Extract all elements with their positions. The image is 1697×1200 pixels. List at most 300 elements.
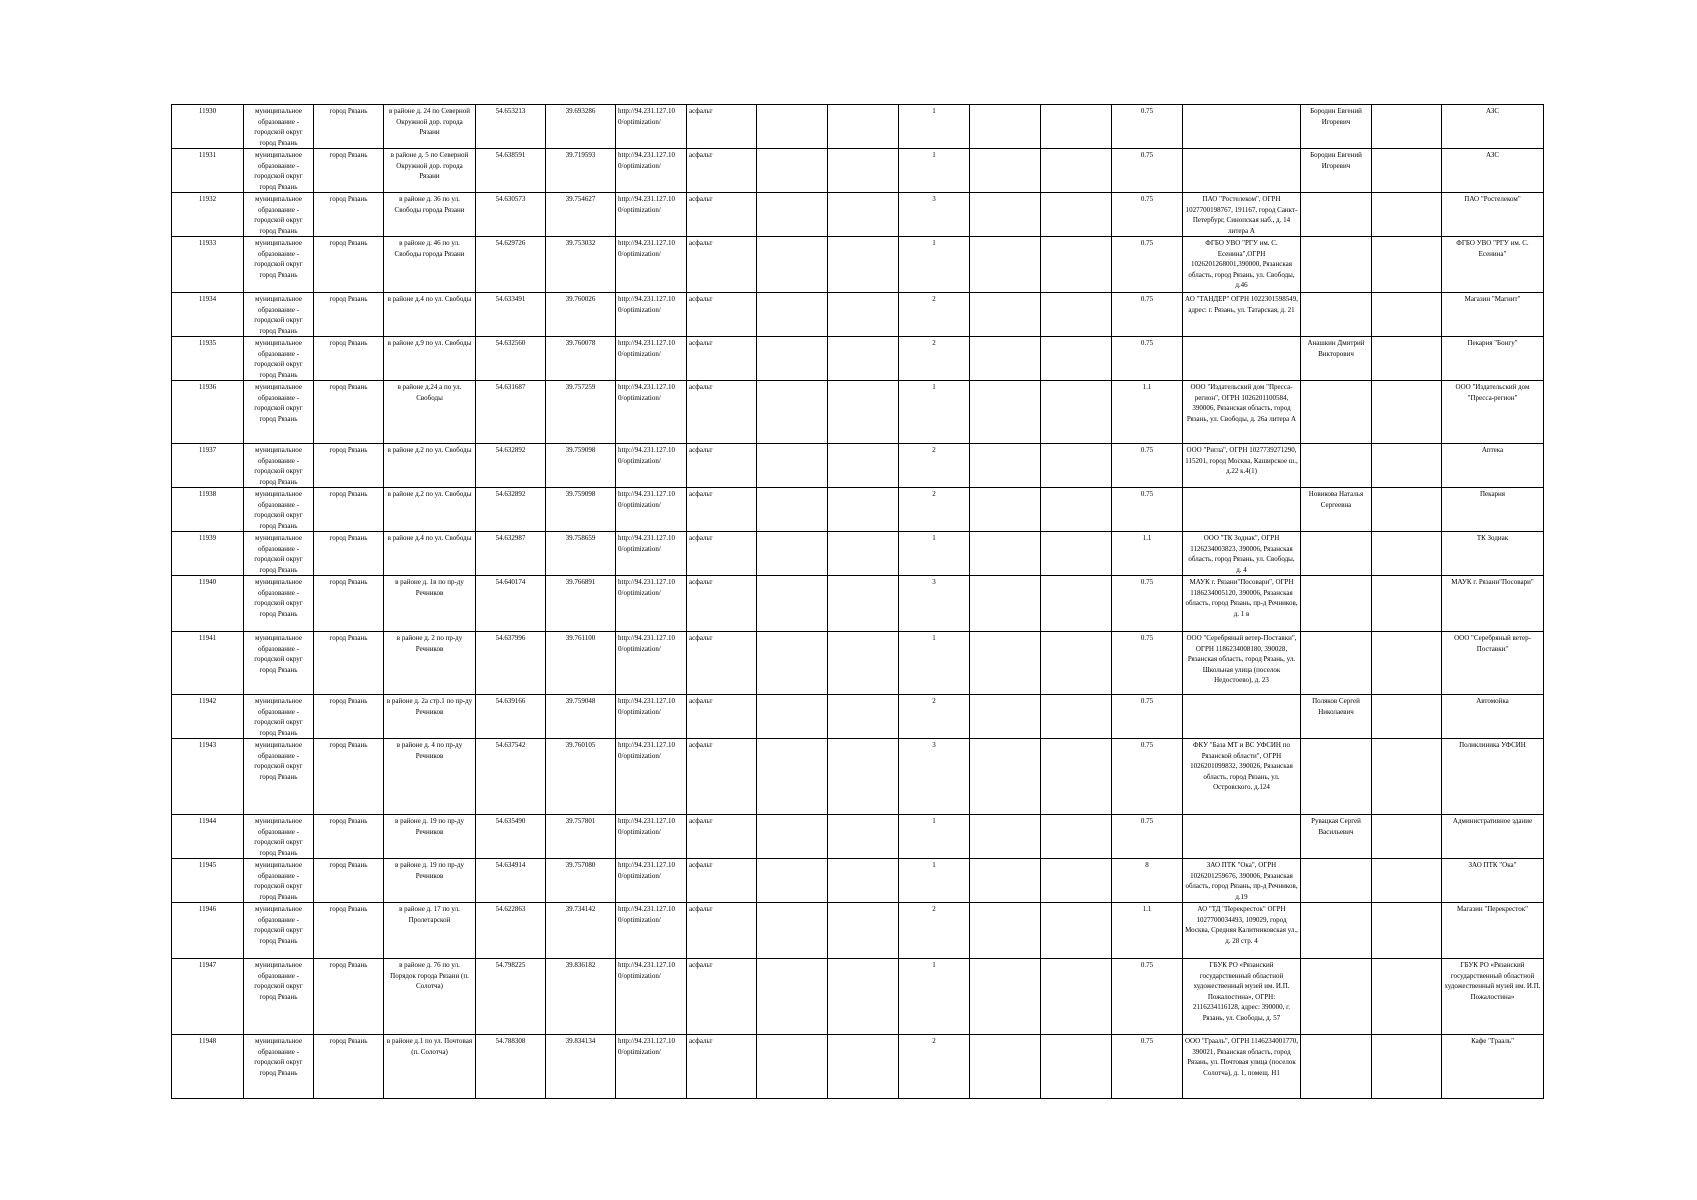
cell-city: город Рязань — [314, 815, 384, 859]
cell-city: город Рязань — [314, 237, 384, 293]
cell-latitude: 54.622863 — [476, 903, 546, 959]
cell-empty — [828, 859, 899, 903]
cell-address: в районе д. 76 по ул. Порядок города Рязани (п. Солотча) — [384, 959, 476, 1035]
cell-empty — [970, 1035, 1041, 1099]
cell-latitude: 54.633491 — [476, 293, 546, 337]
cell-city: город Рязань — [314, 193, 384, 237]
cell-empty — [1041, 532, 1112, 576]
cell-url: http://94.231.127.10 0/optimization/ — [616, 903, 687, 959]
cell-empty — [1041, 193, 1112, 237]
cell-longitude: 39.759098 — [546, 488, 616, 532]
cell-empty — [757, 532, 828, 576]
cell-number: 11934 — [172, 293, 244, 337]
cell-municipality: муниципальное образование - городской округ город Рязань — [244, 381, 314, 444]
cell-address: в районе д. 19 по пр-ду Речников — [384, 815, 476, 859]
cell-empty — [828, 105, 899, 149]
cell-waste-source: МАУК г. Рязани"Посовари" — [1442, 576, 1544, 632]
cell-empty — [970, 193, 1041, 237]
cell-person — [1301, 859, 1372, 903]
cell-city: город Рязань — [314, 381, 384, 444]
cell-url: http://94.231.127.10 0/optimization/ — [616, 959, 687, 1035]
cell-number: 11944 — [172, 815, 244, 859]
cell-empty — [970, 959, 1041, 1035]
cell-latitude: 54.635490 — [476, 815, 546, 859]
cell-empty — [1372, 739, 1442, 815]
table-row — [172, 149, 1544, 193]
cell-empty — [1372, 488, 1442, 532]
cell-organization — [1183, 149, 1301, 193]
cell-empty — [828, 237, 899, 293]
cell-surface: асфальт — [687, 815, 757, 859]
cell-empty — [1041, 632, 1112, 695]
cell-number: 11942 — [172, 695, 244, 739]
cell-surface: асфальт — [687, 237, 757, 293]
cell-number: 11940 — [172, 576, 244, 632]
cell-address: в районе д.1 по ул. Почтовая (п. Солотча) — [384, 1035, 476, 1099]
cell-empty — [828, 444, 899, 488]
cell-municipality: муниципальное образование - городской округ город Рязань — [244, 959, 314, 1035]
table-row — [172, 859, 1544, 903]
cell-empty — [1372, 903, 1442, 959]
cell-surface: асфальт — [687, 903, 757, 959]
cell-waste-source: АЗС — [1442, 149, 1544, 193]
cell-empty — [828, 381, 899, 444]
cell-empty — [1041, 859, 1112, 903]
cell-container-count: 1 — [899, 815, 970, 859]
cell-address: в районе д. 46 по ул. Свободы города Рязани — [384, 237, 476, 293]
cell-latitude: 54.632987 — [476, 532, 546, 576]
cell-city: город Рязань — [314, 959, 384, 1035]
cell-surface: асфальт — [687, 1035, 757, 1099]
cell-longitude: 39.754627 — [546, 193, 616, 237]
cell-empty — [1041, 149, 1112, 193]
cell-container-count: 1 — [899, 859, 970, 903]
cell-empty — [828, 576, 899, 632]
cell-waste-source: Магазин "Перекресток" — [1442, 903, 1544, 959]
cell-longitude: 39.757259 — [546, 381, 616, 444]
cell-surface: асфальт — [687, 695, 757, 739]
cell-empty — [1041, 237, 1112, 293]
cell-surface: асфальт — [687, 488, 757, 532]
cell-city: город Рязань — [314, 632, 384, 695]
cell-volume: 0.75 — [1112, 815, 1183, 859]
cell-empty — [757, 293, 828, 337]
cell-address: в районе д. 24 по Северной Окружной дор. города Рязани — [384, 105, 476, 149]
table-row — [172, 695, 1544, 739]
cell-longitude: 39.719593 — [546, 149, 616, 193]
cell-person — [1301, 237, 1372, 293]
cell-address: в районе д. 19 по пр-ду Речников — [384, 859, 476, 903]
cell-url: http://94.231.127.10 0/optimization/ — [616, 695, 687, 739]
cell-address: в районе д.24 а по ул. Свободы — [384, 381, 476, 444]
cell-number: 11936 — [172, 381, 244, 444]
cell-waste-source: ЗАО ПТК "Ока" — [1442, 859, 1544, 903]
cell-municipality: муниципальное образование - городской округ город Рязань — [244, 739, 314, 815]
cell-empty — [1372, 149, 1442, 193]
cell-volume: 0.75 — [1112, 237, 1183, 293]
cell-number: 11938 — [172, 488, 244, 532]
cell-person — [1301, 903, 1372, 959]
cell-city: город Рязань — [314, 337, 384, 381]
cell-empty — [757, 815, 828, 859]
cell-surface: асфальт — [687, 632, 757, 695]
cell-longitude: 39.757801 — [546, 815, 616, 859]
cell-person — [1301, 293, 1372, 337]
cell-empty — [1372, 293, 1442, 337]
cell-empty — [757, 488, 828, 532]
cell-empty — [1372, 1035, 1442, 1099]
cell-url: http://94.231.127.10 0/optimization/ — [616, 632, 687, 695]
cell-volume: 1.1 — [1112, 381, 1183, 444]
cell-volume: 0.75 — [1112, 959, 1183, 1035]
cell-empty — [1372, 381, 1442, 444]
cell-organization: МАУК г. Рязани"Посовари", ОГРН 1186234005120, 390006, Рязанская область, город Рязань, пр-д Речников, д. 1 в — [1183, 576, 1301, 632]
cell-person: Бородин Евгений Игоревич — [1301, 105, 1372, 149]
cell-empty — [757, 444, 828, 488]
cell-empty — [757, 695, 828, 739]
cell-container-count: 2 — [899, 903, 970, 959]
cell-organization: ООО "ТК Зодиак", ОГРН 1126234003823, 390006, Рязанская область, город Рязань, ул. Свободы, д. 4 — [1183, 532, 1301, 576]
cell-empty — [828, 1035, 899, 1099]
cell-empty — [1372, 815, 1442, 859]
table-row — [172, 293, 1544, 337]
cell-url: http://94.231.127.10 0/optimization/ — [616, 105, 687, 149]
cell-empty — [970, 859, 1041, 903]
cell-empty — [1041, 488, 1112, 532]
cell-empty — [828, 695, 899, 739]
cell-empty — [970, 815, 1041, 859]
table-row — [172, 959, 1544, 1035]
cell-latitude: 54.788308 — [476, 1035, 546, 1099]
cell-empty — [757, 903, 828, 959]
cell-organization: ООО "Грааль", ОГРН 1146234001770, 390021, Рязанская область, город Рязань, ул. Почтовая улица (поселок Солотча), д. 1, помещ. Н1 — [1183, 1035, 1301, 1099]
cell-empty — [757, 576, 828, 632]
cell-empty — [757, 859, 828, 903]
cell-waste-source: ООО "Серебряный ветер-Поставки" — [1442, 632, 1544, 695]
cell-number: 11935 — [172, 337, 244, 381]
cell-number: 11932 — [172, 193, 244, 237]
cell-empty — [970, 337, 1041, 381]
spreadsheet-page — [171, 104, 1541, 1099]
cell-volume: 1.1 — [1112, 903, 1183, 959]
cell-waste-source: Поликлиника УФСИН — [1442, 739, 1544, 815]
cell-container-count: 1 — [899, 149, 970, 193]
cell-empty — [970, 488, 1041, 532]
cell-empty — [1372, 959, 1442, 1035]
cell-waste-source: АЗС — [1442, 105, 1544, 149]
cell-volume: 0.75 — [1112, 444, 1183, 488]
table-row — [172, 1035, 1544, 1099]
cell-waste-source: Административное здание — [1442, 815, 1544, 859]
cell-empty — [1372, 859, 1442, 903]
cell-organization — [1183, 337, 1301, 381]
cell-municipality: муниципальное образование - городской округ город Рязань — [244, 1035, 314, 1099]
cell-longitude: 39.758659 — [546, 532, 616, 576]
table-row — [172, 381, 1544, 444]
cell-empty — [828, 632, 899, 695]
cell-municipality: муниципальное образование - городской округ город Рязань — [244, 695, 314, 739]
cell-empty — [828, 149, 899, 193]
cell-surface: асфальт — [687, 576, 757, 632]
table-row — [172, 576, 1544, 632]
cell-address: в районе д. 5 по Северной Окружной дор. города Рязани — [384, 149, 476, 193]
cell-volume: 1.1 — [1112, 532, 1183, 576]
cell-empty — [1041, 444, 1112, 488]
table-row — [172, 193, 1544, 237]
cell-waste-source: Кафе "Грааль" — [1442, 1035, 1544, 1099]
cell-waste-source: ООО "Издательский дом "Пресса-регион" — [1442, 381, 1544, 444]
cell-url: http://94.231.127.10 0/optimization/ — [616, 193, 687, 237]
cell-empty — [1041, 105, 1112, 149]
cell-surface: асфальт — [687, 337, 757, 381]
cell-volume: 0.75 — [1112, 337, 1183, 381]
cell-empty — [1041, 576, 1112, 632]
cell-waste-source: Пекарня "Бонгу" — [1442, 337, 1544, 381]
cell-person: Новикова Наталья Сергеевна — [1301, 488, 1372, 532]
cell-empty — [970, 632, 1041, 695]
cell-container-count: 2 — [899, 695, 970, 739]
cell-surface: асфальт — [687, 959, 757, 1035]
cell-url: http://94.231.127.10 0/optimization/ — [616, 859, 687, 903]
cell-number: 11937 — [172, 444, 244, 488]
cell-empty — [1041, 903, 1112, 959]
cell-longitude: 39.761100 — [546, 632, 616, 695]
cell-municipality: муниципальное образование - городской округ город Рязань — [244, 632, 314, 695]
cell-empty — [828, 959, 899, 1035]
cell-organization — [1183, 488, 1301, 532]
cell-waste-source: ГБУК РО «Рязанский государственный областной художественный музей им. И.П. Пожалостина» — [1442, 959, 1544, 1035]
cell-municipality: муниципальное образование - городской округ город Рязань — [244, 337, 314, 381]
cell-volume: 0.75 — [1112, 739, 1183, 815]
cell-organization: ФГБО УВО "РГУ им. С. Есенина",ОГРН 1026201268001,390000, Рязанская область, город Рязань, ул. Свободы, д.46 — [1183, 237, 1301, 293]
cell-container-count: 2 — [899, 293, 970, 337]
cell-organization: ООО "Ригла", ОГРН 1027739271290, 115201, город Москва, Каширское ш., д.22 к.4(1) — [1183, 444, 1301, 488]
cell-empty — [1041, 815, 1112, 859]
cell-organization — [1183, 105, 1301, 149]
cell-container-count: 2 — [899, 444, 970, 488]
cell-municipality: муниципальное образование - городской округ город Рязань — [244, 193, 314, 237]
cell-number: 11946 — [172, 903, 244, 959]
cell-empty — [970, 444, 1041, 488]
cell-volume: 0.75 — [1112, 293, 1183, 337]
cell-latitude: 54.630573 — [476, 193, 546, 237]
cell-organization: ЗАО ПТК "Ока", ОГРН 1026201259676, 390006, Рязанская область, город Рязань, пр-д Речников, д.19 — [1183, 859, 1301, 903]
cell-number: 11930 — [172, 105, 244, 149]
cell-city: город Рязань — [314, 576, 384, 632]
cell-empty — [1372, 105, 1442, 149]
cell-container-count: 2 — [899, 337, 970, 381]
cell-city: город Рязань — [314, 1035, 384, 1099]
cell-municipality: муниципальное образование - городской округ город Рязань — [244, 105, 314, 149]
cell-organization: ФКУ "База МТ и ВС УФСИН по Рязанской области", ОГРН 1026201099832, 390026, Рязанская область, город Рязань, ул. Островского, д.124 — [1183, 739, 1301, 815]
cell-empty — [970, 105, 1041, 149]
cell-latitude: 54.653213 — [476, 105, 546, 149]
cell-latitude: 54.798225 — [476, 959, 546, 1035]
cell-municipality: муниципальное образование - городской округ город Рязань — [244, 576, 314, 632]
cell-url: http://94.231.127.10 0/optimization/ — [616, 337, 687, 381]
cell-empty — [1372, 532, 1442, 576]
cell-container-count: 2 — [899, 488, 970, 532]
cell-surface: асфальт — [687, 381, 757, 444]
cell-city: город Рязань — [314, 488, 384, 532]
cell-city: город Рязань — [314, 532, 384, 576]
cell-url: http://94.231.127.10 0/optimization/ — [616, 739, 687, 815]
cell-city: город Рязань — [314, 739, 384, 815]
cell-address: в районе д. 2 по пр-ду Речников — [384, 632, 476, 695]
cell-empty — [1041, 293, 1112, 337]
table-row — [172, 632, 1544, 695]
cell-surface: асфальт — [687, 532, 757, 576]
cell-longitude: 39.766891 — [546, 576, 616, 632]
cell-longitude: 39.760078 — [546, 337, 616, 381]
cell-empty — [828, 193, 899, 237]
cell-organization — [1183, 815, 1301, 859]
cell-number: 11948 — [172, 1035, 244, 1099]
cell-person — [1301, 959, 1372, 1035]
cell-person — [1301, 576, 1372, 632]
table-row — [172, 337, 1544, 381]
cell-number: 11931 — [172, 149, 244, 193]
cell-empty — [1372, 193, 1442, 237]
cell-empty — [757, 739, 828, 815]
cell-volume: 0.75 — [1112, 149, 1183, 193]
table-row — [172, 444, 1544, 488]
cell-person — [1301, 532, 1372, 576]
cell-container-count: 1 — [899, 105, 970, 149]
cell-address: в районе д. 4 по пр-ду Речников — [384, 739, 476, 815]
cell-city: город Рязань — [314, 859, 384, 903]
cell-volume: 0.75 — [1112, 632, 1183, 695]
cell-url: http://94.231.127.10 0/optimization/ — [616, 488, 687, 532]
cell-person — [1301, 444, 1372, 488]
cell-container-count: 3 — [899, 193, 970, 237]
cell-longitude: 39.693286 — [546, 105, 616, 149]
cell-volume: 0.75 — [1112, 193, 1183, 237]
cell-longitude: 39.836182 — [546, 959, 616, 1035]
cell-empty — [1041, 381, 1112, 444]
table-row — [172, 488, 1544, 532]
cell-surface: асфальт — [687, 105, 757, 149]
cell-municipality: муниципальное образование - городской округ город Рязань — [244, 149, 314, 193]
cell-empty — [757, 337, 828, 381]
cell-municipality: муниципальное образование - городской округ город Рязань — [244, 237, 314, 293]
cell-empty — [1372, 632, 1442, 695]
cell-empty — [1041, 337, 1112, 381]
cell-address: в районе д.2 по ул. Свободы — [384, 444, 476, 488]
cell-longitude: 39.757080 — [546, 859, 616, 903]
cell-container-count: 1 — [899, 381, 970, 444]
cell-longitude: 39.834134 — [546, 1035, 616, 1099]
cell-city: город Рязань — [314, 903, 384, 959]
cell-waste-source: ФГБО УВО "РГУ им. С. Есенина" — [1442, 237, 1544, 293]
cell-municipality: муниципальное образование - городской округ город Рязань — [244, 444, 314, 488]
cell-waste-source: Магазин "Магнит" — [1442, 293, 1544, 337]
cell-empty — [970, 293, 1041, 337]
cell-address: в районе д. 17 по ул. Пролетарской — [384, 903, 476, 959]
table-row — [172, 237, 1544, 293]
cell-surface: асфальт — [687, 293, 757, 337]
cell-empty — [828, 532, 899, 576]
cell-empty — [828, 488, 899, 532]
cell-organization: АО "ТД "Перекресток" ОГРН 1027700034493, 109029, город Москва, Средняя Калитниковская ул., д. 28 стр. 4 — [1183, 903, 1301, 959]
cell-waste-source: ПАО "Ростелеком" — [1442, 193, 1544, 237]
cell-organization: ПАО "Ростелеком", ОГРН 1027700198767, 191167, город Санкт-Петербург, Синопская наб., д. 14 литера А — [1183, 193, 1301, 237]
cell-address: в районе д. 36 по ул. Свободы города Рязани — [384, 193, 476, 237]
cell-longitude: 39.759098 — [546, 444, 616, 488]
cell-empty — [757, 105, 828, 149]
cell-empty — [1041, 959, 1112, 1035]
cell-waste-source: Автомойка — [1442, 695, 1544, 739]
cell-person: Рувацкая Сергей Васильевич — [1301, 815, 1372, 859]
cell-latitude: 54.634914 — [476, 859, 546, 903]
cell-waste-source: Пекарня — [1442, 488, 1544, 532]
cell-waste-source: ТК Зодиак — [1442, 532, 1544, 576]
cell-empty — [757, 632, 828, 695]
cell-empty — [970, 149, 1041, 193]
cell-person — [1301, 381, 1372, 444]
cell-longitude: 39.760105 — [546, 739, 616, 815]
cell-container-count: 1 — [899, 237, 970, 293]
cell-municipality: муниципальное образование - городской округ город Рязань — [244, 859, 314, 903]
cell-empty — [970, 576, 1041, 632]
cell-address: в районе д. 2а стр.1 по пр-ду Речников — [384, 695, 476, 739]
table-row — [172, 532, 1544, 576]
cell-url: http://94.231.127.10 0/optimization/ — [616, 381, 687, 444]
cell-municipality: муниципальное образование - городской округ город Рязань — [244, 293, 314, 337]
cell-empty — [1372, 695, 1442, 739]
cell-container-count: 2 — [899, 1035, 970, 1099]
cell-empty — [970, 739, 1041, 815]
cell-surface: асфальт — [687, 444, 757, 488]
cell-person — [1301, 193, 1372, 237]
cell-url: http://94.231.127.10 0/optimization/ — [616, 444, 687, 488]
cell-city: город Рязань — [314, 293, 384, 337]
cell-city: город Рязань — [314, 444, 384, 488]
cell-empty — [757, 959, 828, 1035]
cell-municipality: муниципальное образование - городской округ город Рязань — [244, 815, 314, 859]
table-body — [172, 105, 1544, 1099]
cell-address: в районе д.4 по ул. Свободы — [384, 293, 476, 337]
cell-volume: 0.75 — [1112, 695, 1183, 739]
cell-empty — [828, 337, 899, 381]
cell-empty — [757, 381, 828, 444]
cell-latitude: 54.632892 — [476, 444, 546, 488]
cell-empty — [828, 739, 899, 815]
cell-city: город Рязань — [314, 149, 384, 193]
cell-empty — [828, 293, 899, 337]
cell-organization: АО "ТАНДЕР" ОГРН 1022301598549, адрес: г. Рязань, ул. Татарская, д. 21 — [1183, 293, 1301, 337]
cell-url: http://94.231.127.10 0/optimization/ — [616, 815, 687, 859]
cell-empty — [1372, 444, 1442, 488]
cell-empty — [757, 1035, 828, 1099]
cell-latitude: 54.632560 — [476, 337, 546, 381]
cell-url: http://94.231.127.10 0/optimization/ — [616, 532, 687, 576]
cell-number: 11945 — [172, 859, 244, 903]
cell-number: 11943 — [172, 739, 244, 815]
cell-latitude: 54.640174 — [476, 576, 546, 632]
cell-empty — [970, 695, 1041, 739]
cell-latitude: 54.637996 — [476, 632, 546, 695]
cell-longitude: 39.759048 — [546, 695, 616, 739]
cell-person — [1301, 632, 1372, 695]
cell-latitude: 54.629726 — [476, 237, 546, 293]
cell-url: http://94.231.127.10 0/optimization/ — [616, 149, 687, 193]
cell-empty — [828, 815, 899, 859]
cell-person — [1301, 1035, 1372, 1099]
cell-person: Поляков Сергей Николаевич — [1301, 695, 1372, 739]
cell-empty — [1372, 576, 1442, 632]
cell-latitude: 54.638591 — [476, 149, 546, 193]
